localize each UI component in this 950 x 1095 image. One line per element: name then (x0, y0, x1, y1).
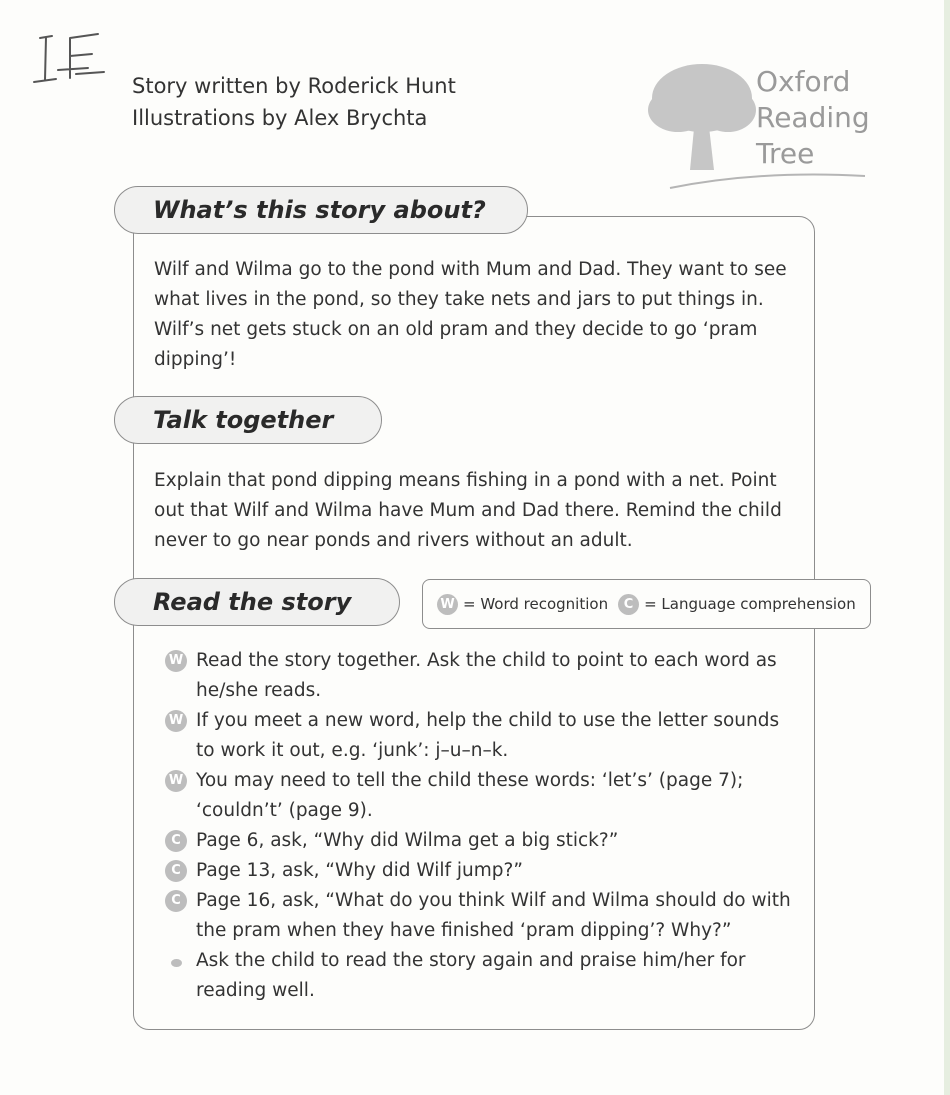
logo-line-tree: Tree (756, 137, 815, 170)
logo-line-oxford: Oxford (756, 65, 851, 98)
language-comprehension-label: = Language comprehension (644, 595, 856, 613)
page-edge (944, 0, 950, 1095)
word-recognition-icon: W (165, 710, 187, 732)
list-item-text: Ask the child to read the story again and praise him/her for reading well. (196, 950, 746, 1001)
list-item (156, 826, 796, 856)
word-recognition-icon: W (165, 650, 187, 672)
list-item (156, 886, 796, 946)
about-heading: What’s this story about? (114, 186, 528, 234)
logo-line-reading: Reading (756, 101, 870, 134)
list-item-text: Page 16, ask, “What do you think Wilf and Wilma should do with the pram when they have finished ‘pram dipping’? Why?” (196, 890, 791, 941)
language-comprehension-icon: C (165, 860, 187, 882)
list-item (156, 766, 796, 826)
talk-body: Explain that pond dipping means fishing in a pond with a net. Point out that Wilf and Wilma have Mum and Dad there. Remind the child never to go near ponds and rivers without an adult. (154, 470, 782, 551)
language-comprehension-icon: C (618, 594, 639, 615)
list-item (156, 646, 796, 706)
language-comprehension-icon: C (165, 890, 187, 912)
list-item (156, 946, 796, 1006)
credits (132, 70, 456, 134)
read-heading: Read the story (114, 578, 400, 626)
word-recognition-icon: W (165, 770, 187, 792)
reading-steps-list (156, 646, 796, 1006)
list-item-text: Read the story together. Ask the child to point to each word as he/she reads. (196, 650, 777, 701)
word-recognition-icon: W (437, 594, 458, 615)
word-recognition-label: = Word recognition (463, 595, 609, 613)
list-item-text: Page 6, ask, “Why did Wilma get a big stick?” (196, 830, 619, 851)
story-credit: Story written by Roderick Hunt (132, 74, 456, 98)
handwritten-mark (30, 24, 110, 94)
talk-heading: Talk together (114, 396, 382, 444)
list-item-text: Page 13, ask, “Why did Wilf jump?” (196, 860, 523, 881)
bullet-icon (171, 959, 182, 967)
illustrations-credit: Illustrations by Alex Brychta (132, 106, 428, 130)
key-legend (422, 579, 871, 629)
language-comprehension-icon: C (165, 830, 187, 852)
about-body: Wilf and Wilma go to the pond with Mum and Dad. They want to see what lives in the pond, so they take nets and jars to put things in. Wilf’s net gets stuck on an old pram and they decide to go ‘pram dipping’! (154, 259, 787, 370)
list-item-text: If you meet a new word, help the child to use the letter sounds to work it out, e.g. ‘junk’: j–u–n–k. (196, 710, 780, 761)
list-item (156, 706, 796, 766)
logo-text (756, 64, 870, 172)
list-item (156, 856, 796, 886)
list-item-text: You may need to tell the child these words: ‘let’s’ (page 7); ‘couldn’t’ (page 9). (196, 770, 744, 821)
